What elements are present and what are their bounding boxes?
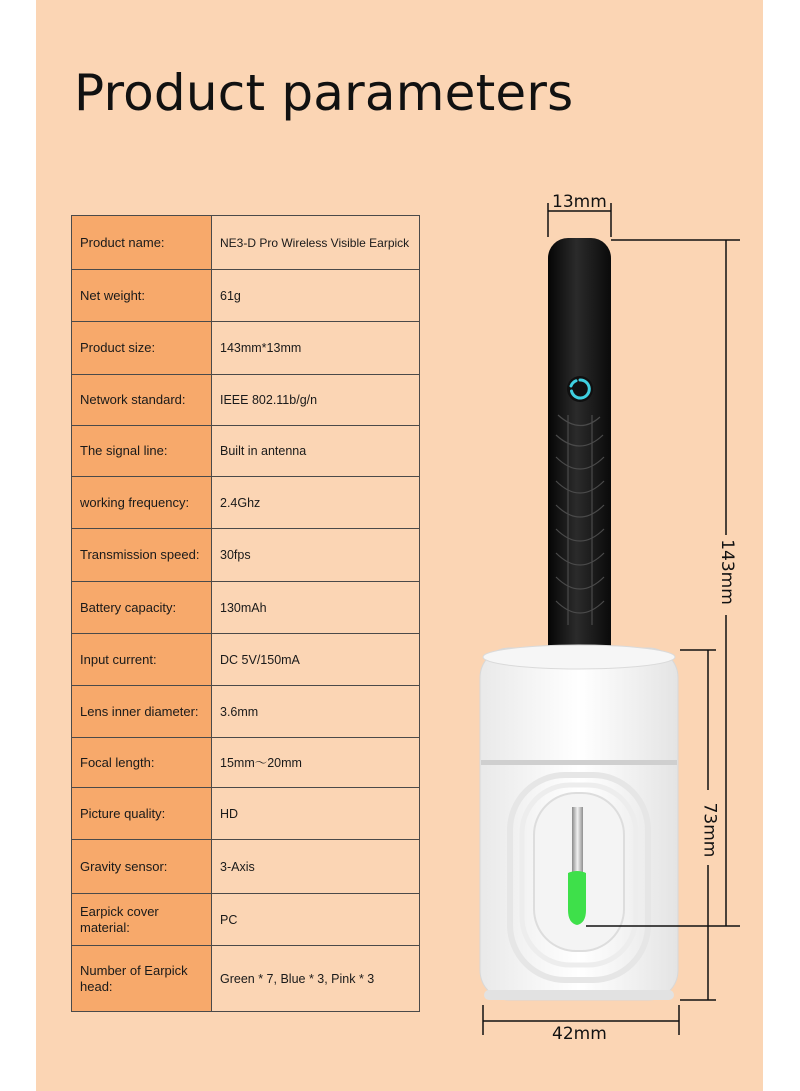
param-label: Network standard: xyxy=(72,375,212,426)
param-value: 3-Axis xyxy=(212,840,420,894)
table-row xyxy=(72,426,420,477)
table-row xyxy=(72,840,420,894)
param-label: Picture quality: xyxy=(72,788,212,840)
param-value: 30fps xyxy=(212,529,420,582)
table-row xyxy=(72,788,420,840)
param-label: working frequency: xyxy=(72,477,212,529)
param-value: 130mAh xyxy=(212,582,420,634)
table-row xyxy=(72,946,420,1012)
param-value: IEEE 802.11b/g/n xyxy=(212,375,420,426)
param-value: 3.6mm xyxy=(212,686,420,738)
param-value: HD xyxy=(212,788,420,840)
table-row xyxy=(72,270,420,322)
dimension-width-base: 42mm xyxy=(552,1024,607,1044)
param-value: 15mm～20mm xyxy=(212,738,420,788)
param-value: 61g xyxy=(212,270,420,322)
param-value: 2.4Ghz xyxy=(212,477,420,529)
earpick-handle xyxy=(548,238,611,678)
param-label: Product name: xyxy=(72,216,212,270)
dimension-height-total: 143mm xyxy=(716,539,737,605)
table-row xyxy=(72,529,420,582)
param-label: Battery capacity: xyxy=(72,582,212,634)
param-label: Net weight: xyxy=(72,270,212,322)
table-row xyxy=(72,477,420,529)
param-value: Green * 7, Blue * 3, Pink * 3 xyxy=(212,946,420,1012)
param-label: Lens inner diameter: xyxy=(72,686,212,738)
table-row xyxy=(72,375,420,426)
table-row xyxy=(72,322,420,375)
dimension-width-top: 13mm xyxy=(552,192,607,212)
page-title: Product parameters xyxy=(74,64,574,122)
table-row xyxy=(72,634,420,686)
product-illustration xyxy=(440,185,760,1055)
param-value: Built in antenna xyxy=(212,426,420,477)
table-row xyxy=(72,216,420,270)
charging-base xyxy=(480,645,678,1000)
ring-power-icon xyxy=(567,376,593,402)
table-row xyxy=(72,738,420,788)
param-label: Number of Earpick head: xyxy=(72,946,212,1012)
param-value: NE3-D Pro Wireless Visible Earpick xyxy=(212,216,420,270)
param-value: 143mm*13mm xyxy=(212,322,420,375)
table-row xyxy=(72,686,420,738)
param-label: The signal line: xyxy=(72,426,212,477)
param-label: Input current: xyxy=(72,634,212,686)
param-value: PC xyxy=(212,894,420,946)
param-label: Product size: xyxy=(72,322,212,375)
param-label: Focal length: xyxy=(72,738,212,788)
param-label: Gravity sensor: xyxy=(72,840,212,894)
table-row xyxy=(72,582,420,634)
dimension-height-base: 73mm xyxy=(699,802,720,858)
parameter-table xyxy=(71,215,420,1012)
param-label: Earpick cover material: xyxy=(72,894,212,946)
table-row xyxy=(72,894,420,946)
param-value: DC 5V/150mA xyxy=(212,634,420,686)
param-label: Transmission speed: xyxy=(72,529,212,582)
